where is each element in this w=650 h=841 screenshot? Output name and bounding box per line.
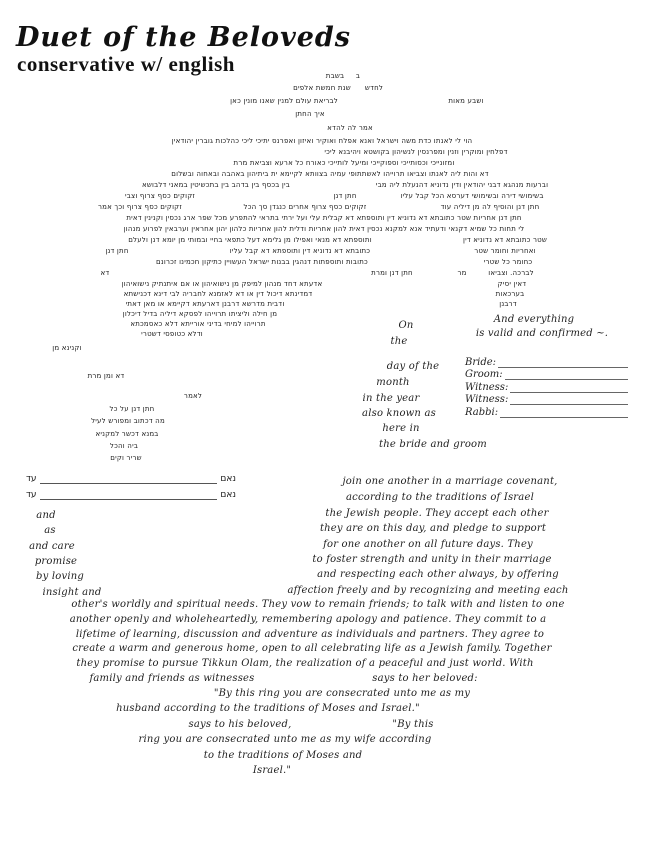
hebrew-text-fragment: איך החתן: [295, 110, 325, 118]
hebrew-text-fragment: דא ומן מרת: [87, 372, 125, 380]
groom-field-label: Groom:: [465, 369, 503, 381]
hebrew-text-fragment: וקנינא מן: [52, 344, 82, 352]
witness-label: עד: [26, 490, 37, 500]
english-text-fragment: says to her beloved:: [372, 673, 478, 684]
page-subtitle: conservative w/ english: [17, 52, 235, 76]
hebrew-text-fragment: שריר וקים: [110, 454, 142, 462]
english-text-fragment: the Jewish people. They accept each other: [325, 508, 549, 519]
rabbi-field-label: Rabbi:: [465, 406, 499, 418]
hebrew-text-fragment: דרבנן: [499, 300, 517, 308]
english-text-fragment: promise: [34, 556, 78, 567]
signature-row-1: [26, 468, 236, 484]
hebrew-text-fragment: חתן דנן: [105, 247, 129, 255]
hebrew-text-fragment: אדעתא דחד מנהון למיפק מן נישואיהון או אם איתנתיק נישואיהון: [121, 280, 323, 288]
english-text-fragment: here in: [382, 423, 420, 434]
english-text-fragment: join one another in a marriage covenant,: [342, 476, 558, 487]
hebrew-text-fragment: כחומר כל שטרי: [483, 258, 533, 266]
hebrew-text-fragment: כתובתא דא נדוניא דין ותוספתא דא קבל עליו: [229, 247, 371, 255]
witness-field-1-line[interactable]: [510, 382, 628, 393]
hebrew-text-fragment: דא: [100, 269, 110, 277]
groom-field-line[interactable]: [505, 369, 628, 380]
english-text-fragment: to the traditions of Moses and: [203, 750, 363, 761]
hebrew-text-fragment: תרוייהו למיחי בדיני אורייתא דלא כאסמכתא: [130, 320, 266, 328]
english-text-fragment: the: [390, 336, 408, 347]
hebrew-text-fragment: ומזונייכי וכסותייכי וספוקייכי ומיעל לותייכי כאורח כל ארעא וצביאת מרת: [233, 159, 455, 167]
bride-field-label: Bride:: [465, 356, 497, 368]
english-text-fragment: month: [376, 377, 410, 388]
witness-field-2-label: Witness:: [465, 394, 509, 406]
form-row: [465, 355, 628, 368]
hebrew-text-fragment: שנת חמשת אלפים: [293, 84, 351, 92]
hebrew-text-fragment: ביה והכל: [109, 442, 139, 450]
rabbi-field-line[interactable]: [500, 407, 628, 418]
signature-line-1[interactable]: [40, 475, 218, 484]
hebrew-text-fragment: לי תחות כל שמיא דקנאי ודעתיד אנא למקנא נכסין דאית להון אחריות ודלית להון אחריות כלהון יהון אחראין וערבאין לפרוע מנהון: [123, 225, 525, 233]
hebrew-text-fragment: בשבת: [325, 72, 345, 80]
hebrew-text-fragment: דאין יסיק: [497, 280, 527, 288]
hebrew-text-fragment: זקוקים כסף צרוף אחרים כנגדן סך הכל: [243, 203, 367, 211]
form-row: [465, 368, 628, 381]
english-text-fragment: the bride and groom: [379, 439, 487, 450]
english-text-fragment: family and friends as witnesses: [89, 673, 255, 684]
hebrew-text-fragment: חתן דנן ומרת: [371, 269, 413, 277]
english-text-fragment: and respecting each other always, by offering: [317, 569, 559, 580]
english-text-fragment: "By this: [392, 719, 434, 730]
english-text-fragment: to foster strength and unity in their marriage: [312, 554, 552, 565]
hebrew-text-fragment: מר: [457, 269, 467, 277]
signature-line-2[interactable]: [40, 491, 218, 500]
english-text-fragment: they promise to pursue Tikkun Olam, the realization of a peaceful and just world. With: [76, 658, 534, 669]
english-text-fragment: according to the traditions of Israel: [346, 492, 534, 503]
hebrew-text-fragment: חתן דנן על כל: [109, 405, 155, 413]
english-text-fragment: And everything: [493, 314, 575, 325]
hebrew-text-fragment: בשימושי דירה ובשימושי דערסא הכל קבל עליו: [400, 192, 544, 200]
form-row: [465, 405, 628, 418]
witness-signature-rows: [26, 468, 236, 500]
english-text-fragment: insight and: [42, 587, 102, 598]
hebrew-text-fragment: הוי לי לאנתו כדת משה וישראל ואנא אפלח ואוקיר ואיזון ואפרנס יתיכי ליכי כהלכות גוברין יהודאין: [171, 137, 473, 145]
hebrew-text-fragment: חתן דנן והוסיף לה מן דיליה עוד: [440, 203, 540, 211]
english-text-fragment: also known as: [362, 408, 436, 419]
hebrew-text-fragment: דפלחין ומוקרין וזנין ומפרנסין לנשיהון בקושטא ויהיבנא ליכי: [324, 148, 508, 156]
fill-in-form: [465, 355, 628, 418]
hebrew-text-fragment: לבריאת עולם למנין שאנו מונין כאן: [230, 97, 338, 105]
hebrew-text-fragment: שטר כתובתא דא נדוניא דין: [462, 236, 548, 244]
english-text-fragment: ring you are consecrated unto me as my wife according: [138, 734, 432, 745]
speaker-label: נאם: [220, 490, 236, 500]
english-text-fragment: affection freely and by recognizing and meeting each: [287, 585, 569, 596]
english-text-fragment: On: [398, 320, 414, 331]
english-text-fragment: in the year: [362, 393, 420, 404]
bride-field-line[interactable]: [498, 357, 628, 368]
form-row: [465, 393, 628, 406]
hebrew-text-fragment: ודלא כטופסי דשטרי: [141, 330, 203, 338]
hebrew-text-fragment: וברעות מנהגא דבני יהודאין ודין נדוניא דהנעלת ליה מבי: [375, 181, 549, 189]
hebrew-text-fragment: לאמר: [183, 392, 203, 400]
hebrew-text-fragment: בין בכסף בין בדהב בין בתכשיטין במאני דלבושא: [141, 181, 291, 189]
hebrew-text-fragment: חתן דנן: [333, 192, 357, 200]
english-text-fragment: create a warm and generous home, open to all celebrating life as a Jewish family. Together: [72, 643, 552, 654]
hebrew-text-fragment: ודבית מדרשא דרבנן דארעתא דקיימא או מאן דאתי: [125, 300, 285, 308]
english-text-fragment: they are on this day, and pledge to support: [319, 523, 547, 534]
english-text-fragment: as: [44, 525, 56, 536]
hebrew-text-fragment: ואחריות וחומר שטר: [474, 247, 536, 255]
hebrew-text-fragment: ושבע מאות: [448, 97, 484, 105]
english-text-fragment: for one another on all future days. They: [323, 539, 533, 550]
hebrew-text-fragment: זקוקים כסף צרוף וצבי: [124, 192, 196, 200]
english-text-fragment: and: [36, 510, 56, 521]
hebrew-text-fragment: לחדש: [364, 84, 384, 92]
hebrew-text-fragment: ב: [355, 72, 361, 80]
english-text-fragment: husband according to the traditions of Moses and Israel.": [116, 703, 420, 714]
witness-field-1-label: Witness:: [465, 381, 509, 393]
english-text-fragment: another openly and wholeheartedly, remembering apology and patience. They commit to a: [69, 614, 547, 625]
hebrew-text-fragment: חתן דנן אחריות שטר כתובתא דא נדוניא דין ותוספתא דא קבלית עלי ועל ירתי בתראי להתפרע מכל שפר ארג נכסין וקנינין דאית: [126, 214, 522, 222]
english-text-fragment: says to his beloved,: [188, 719, 292, 730]
hebrew-text-fragment: לברכה. וצביאו: [488, 269, 534, 277]
hebrew-text-fragment: כתובות ותוספתות דנהגין בבנות ישראל העשויין כתיקון חכמינו זכרונם: [156, 258, 368, 266]
english-text-fragment: and care: [29, 541, 75, 552]
english-text-fragment: other's worldly and spiritual needs. They vow to remain friends; to talk with and listen to one: [71, 599, 565, 610]
hebrew-text-fragment: אמר לה להדא: [327, 124, 373, 132]
speaker-label: נאם: [220, 474, 236, 484]
english-text-fragment: Israel.": [252, 765, 292, 776]
witness-label: עד: [26, 474, 37, 484]
hebrew-text-fragment: במנא דכשר למקניא: [95, 430, 159, 438]
hebrew-text-fragment: בערכאות: [495, 290, 525, 298]
witness-field-2-line[interactable]: [510, 394, 628, 405]
page-title: Duet of the Beloveds: [16, 22, 352, 53]
hebrew-text-fragment: ותוספתא דא מנאי ואפילו מן גלימא דעל כתפאי בחיי ובמותי מן יומא דנן ולעלם: [128, 236, 372, 244]
hebrew-text-fragment: זקוקים כסף צרוף וכך אמר: [98, 203, 182, 211]
english-text-fragment: "By this ring you are consecrated unto me as my: [213, 688, 471, 699]
hebrew-text-fragment: דמדינתא דיכול דין או דא לאזמנא לחבריה לבי דינא דכנישתא: [123, 290, 313, 298]
signature-row-2: [26, 484, 236, 500]
hebrew-text-fragment: מה דכתוב ומפורש לעיל: [91, 417, 165, 425]
english-text-fragment: lifetime of learning, discussion and adventure as individuals and partners. They agree to: [75, 629, 545, 640]
hebrew-text-fragment: דא והות ליה לאנתו וצביאו תרוייהו לאשתתופי עמיה בצוותא לקיימא ית ביתיהון באהבה ובאחוה ובשלום: [171, 170, 489, 178]
form-row: [465, 380, 628, 393]
english-text-fragment: is valid and confirmed ~.: [475, 328, 609, 339]
hebrew-text-fragment: מן חילה וליציתו תרוייהו לפסקא דיליה בדיל דיכלון: [122, 310, 278, 318]
english-text-fragment: day of the: [386, 361, 440, 372]
english-text-fragment: by loving: [36, 571, 84, 582]
